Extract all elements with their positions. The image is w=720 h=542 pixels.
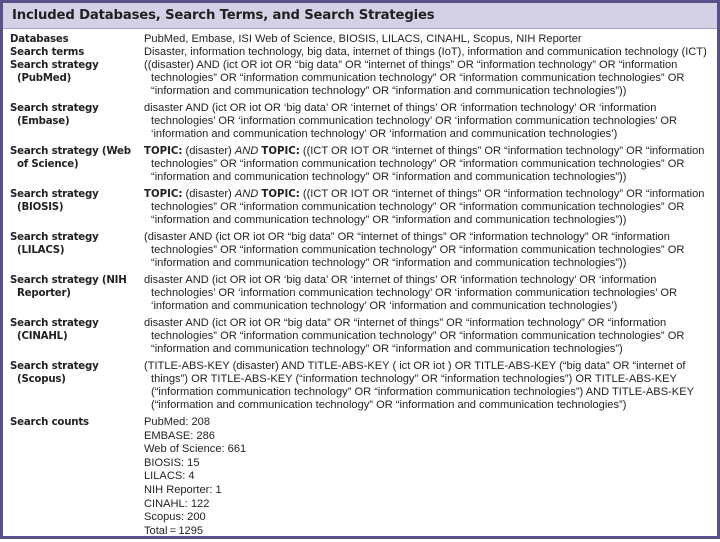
table-row-nih-reporter bbox=[10, 274, 714, 317]
row-label: Search strategy (Web of Science) bbox=[10, 146, 131, 170]
row-value: TOPIC: (disaster) AND TOPIC: ((ICT OR IOT OR “internet of things” OR “information technology” OR “information technologies” OR “information communication technology” OR “information communication technologies” OR “information and communication technology” OR “information and communication technologies”)) bbox=[144, 145, 705, 183]
and-operator: AND bbox=[234, 188, 259, 200]
table-row-search-terms bbox=[10, 46, 714, 59]
row-value: Disaster, information technology, big data, internet of things (IoT), information and communication technology (ICT) bbox=[144, 46, 707, 58]
table-row-lilacs bbox=[10, 231, 714, 274]
row-value: (disaster AND (ict OR iot OR “big data” OR “internet of things” OR “information technology” OR “information technologies” OR “information communication technology” OR “information communication technologies” OR “information and communication technology” OR “information and communication technologies”)) bbox=[144, 231, 685, 269]
row-value: disaster AND (ict OR iot OR “big data” OR “internet of things” OR “information technology” OR “information technologies” OR “information communication technology” OR “information communication technologies” OR “information and communication technology” OR “information and communication technologies”) bbox=[144, 317, 685, 355]
count-item: PubMed: 208 bbox=[144, 416, 210, 428]
row-value: disaster AND (ict OR iot OR ‘big data’ OR ‘internet of things’ OR ‘information technology’ OR ‘information technologies’ OR ‘information communication technology’ OR ‘information communication technologies’ OR ‘information and communication technology’ OR ‘information and communication technologies’) bbox=[144, 274, 677, 312]
row-label: Search strategy (LILACS) bbox=[10, 232, 99, 256]
row-label: Databases bbox=[10, 34, 69, 45]
row-label: Search strategy (Scopus) bbox=[10, 361, 99, 385]
count-item: NIH Reporter: 1 bbox=[144, 483, 222, 496]
count-item: Web of Science: 661 bbox=[144, 443, 247, 456]
count-total: Total = 1295 bbox=[144, 524, 204, 537]
count-item: CINAHL: 122 bbox=[144, 497, 210, 510]
strategies-table bbox=[10, 33, 714, 542]
table-row-web-of-science bbox=[10, 145, 714, 188]
row-value: disaster AND (ict OR iot OR ‘big data’ OR ‘internet of things’ OR ‘information technology’ OR ‘information technologies’ OR ‘information communication technology’ OR ‘information communication technologies’ OR ‘information and communication technology’ OR ‘information and communication technologies’) bbox=[144, 102, 677, 140]
count-item: LILACS: 4 bbox=[144, 470, 195, 483]
topic-keyword: TOPIC: bbox=[261, 146, 300, 157]
and-operator: AND bbox=[234, 145, 259, 157]
row-value: ((disaster) AND (ict OR iot OR “big data” OR “internet of things” OR “information technology” OR “information technologies” OR “information communication technology” OR “information communication technologies” OR “information and communication technology” OR “information and communication technologies”)) bbox=[144, 59, 685, 97]
table-title: Included Databases, Search Terms, and Search Strategies bbox=[12, 8, 435, 23]
row-label: Search strategy (PubMed) bbox=[10, 60, 99, 84]
count-item: EMBASE: 286 bbox=[144, 429, 215, 442]
row-value: (TITLE-ABS-KEY (disaster) AND TITLE-ABS-KEY ( ict OR iot ) OR TITLE-ABS-KEY (“big data” OR “internet of things”) OR TITLE-ABS-KEY (“information technology” OR “information technologies”) OR TITLE-ABS-KEY (“information communication technology” OR “information communication technologies”) AND TITLE-ABS-KEY (“information and communication technology” OR “information and communication technologies”) bbox=[144, 360, 694, 411]
row-label: Search terms bbox=[10, 47, 85, 58]
table-row-scopus bbox=[10, 360, 714, 416]
row-value: PubMed, Embase, ISI Web of Science, BIOSIS, LILACS, CINAHL, Scopus, NIH Reporter bbox=[144, 33, 582, 45]
row-label: Search counts bbox=[10, 417, 89, 428]
row-value: TOPIC: (disaster) AND TOPIC: ((ICT OR IOT OR “internet of things” OR “information technology” OR “information technologies” OR “information communication technology” OR “information communication technologies” OR “information and communication technology” OR “information and communication technologies”)) bbox=[144, 188, 705, 226]
table-row-cinahl bbox=[10, 317, 714, 360]
counts-list bbox=[144, 416, 714, 542]
table-row-databases bbox=[10, 33, 714, 46]
table-row-pubmed bbox=[10, 59, 714, 102]
count-item: Scopus: 200 bbox=[144, 511, 206, 524]
row-label: Search strategy (NIH Reporter) bbox=[10, 275, 127, 299]
count-item: BIOSIS: 15 bbox=[144, 456, 200, 469]
table-row-biosis bbox=[10, 188, 714, 231]
topic-keyword: TOPIC: bbox=[144, 189, 183, 200]
row-label: Search strategy (BIOSIS) bbox=[10, 189, 99, 213]
topic-keyword: TOPIC: bbox=[144, 146, 183, 157]
topic-keyword: TOPIC: bbox=[261, 189, 300, 200]
table-row-embase bbox=[10, 102, 714, 145]
row-label: Search strategy (Embase) bbox=[10, 103, 99, 127]
table-header bbox=[3, 3, 717, 29]
row-label: Search strategy (CINAHL) bbox=[10, 318, 99, 342]
table-row-search-counts bbox=[10, 416, 714, 542]
